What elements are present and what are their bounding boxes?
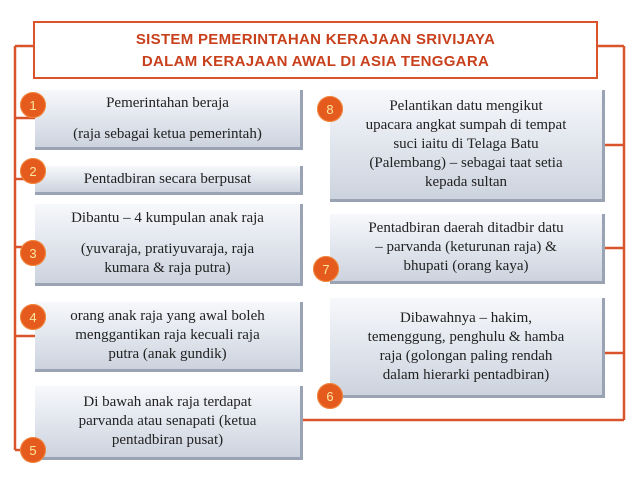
box-5-line-2: parvanda atau senapati (ketua <box>78 413 257 429</box>
box-1-line-2: (raja sebagai ketua pemerintah) <box>73 125 262 142</box>
box-5-line-1: Di bawah anak raja terdapat <box>83 394 252 410</box>
badge-number-6: 6 <box>317 383 343 409</box>
badge-number-7: 7 <box>313 256 339 282</box>
box-6-hierarki-bawahan <box>330 298 605 398</box>
box-8-line-4: (Palembang) – sebagai taat setia <box>369 155 563 171</box>
box-4-pengganti-raja <box>35 302 303 372</box>
box-7-pentadbiran-daerah <box>330 214 605 284</box>
box-7-line-2: – parvanda (keturunan raja) & <box>375 239 557 255</box>
box-8-pelantikan-datu <box>330 90 605 202</box>
box-3-line-2: (yuvaraja, pratiyuvaraja, raja <box>80 241 255 257</box>
box-7-line-1: Pentadbiran daerah ditadbir datu <box>368 220 564 236</box>
box-8-line-1: Pelantikan datu mengikut <box>389 98 543 114</box>
box-7-line-3: bhupati (orang kaya) <box>403 258 529 274</box>
box-4-line-3: putra (anak gundik) <box>108 346 227 362</box>
badge-number-1: 1 <box>20 92 46 118</box>
box-1-line-1: Pemerintahan beraja <box>106 94 229 111</box>
box-2-pentadbiran-berpusat <box>35 166 303 195</box>
box-2-line-1: Pentadbiran secara berpusat <box>83 170 252 187</box>
box-8-line-5: kepada sultan <box>424 174 508 190</box>
badge-number-3: 3 <box>20 240 46 266</box>
box-6-line-4: dalam hierarki pentadbiran) <box>382 366 550 383</box>
title-line-1: SISTEM PEMERINTAHAN KERAJAAN SRIVIJAYA <box>135 31 496 48</box>
title-line-2: DALAM KERAJAAN AWAL DI ASIA TENGGARA <box>141 53 490 70</box>
box-6-line-3: raja (golongan paling rendah <box>379 347 553 364</box>
box-6-line-1: Dibawahnya – hakim, <box>399 309 533 326</box>
badge-number-4: 4 <box>20 304 46 330</box>
badge-number-5: 5 <box>20 437 46 463</box>
box-8-line-3: suci iaitu di Telaga Batu <box>393 136 539 152</box>
box-4-line-1: orang anak raja yang awal boleh <box>70 308 265 324</box>
box-3-anak-raja <box>35 204 303 286</box>
box-4-line-2: menggantikan raja kecuali raja <box>75 327 260 343</box>
badge-number-2: 2 <box>20 158 46 184</box>
box-3-line-3: kumara & raja putra) <box>104 260 231 276</box>
box-1-pemerintahan-beraja <box>35 90 303 150</box>
box-5-line-3: pentadbiran pusat) <box>111 432 224 448</box>
box-3-line-1: Dibantu – 4 kumpulan anak raja <box>71 210 264 226</box>
box-8-line-2: upacara angkat sumpah di tempat <box>365 117 567 133</box>
box-5-parvanda <box>35 386 303 460</box>
badge-number-8: 8 <box>317 96 343 122</box>
diagram-title <box>33 21 598 79</box>
box-6-line-2: temenggung, penghulu & hamba <box>367 328 565 345</box>
